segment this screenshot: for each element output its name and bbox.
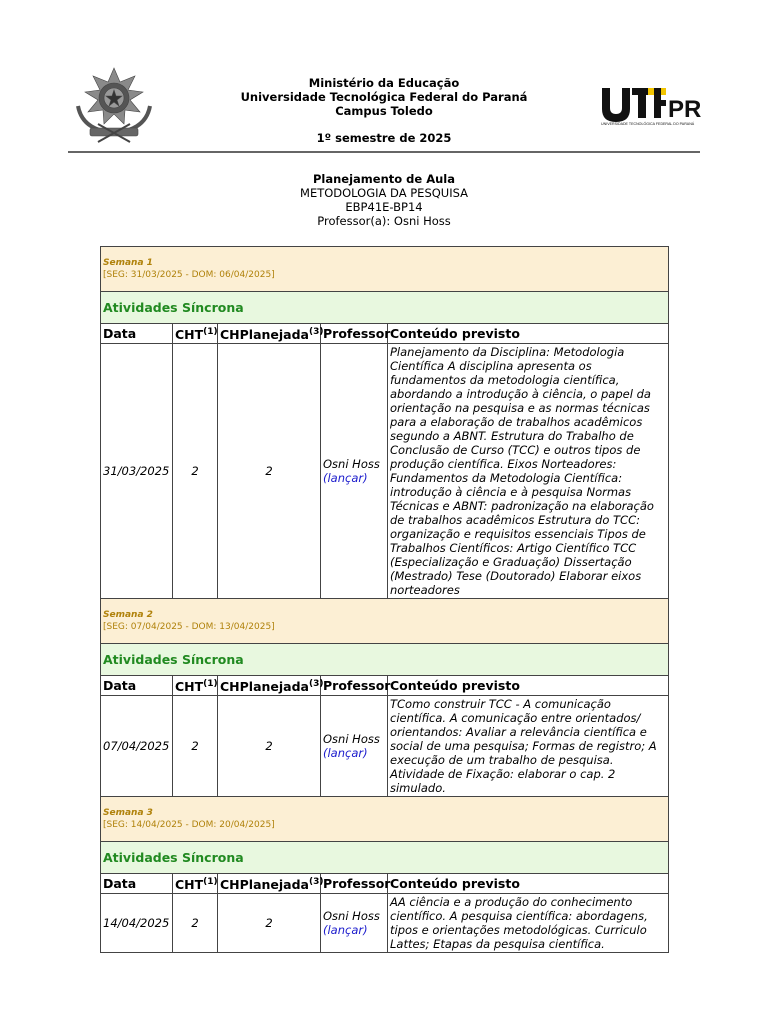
class-date: 31/03/2025 bbox=[101, 344, 173, 599]
course-code: EBP41E-BP14 bbox=[345, 200, 423, 214]
col-cht: CHT$^{(1)}$ bbox=[173, 324, 218, 344]
content-cell: Planejamento da Disciplina: Metodologia Científica A disciplina apresenta os fundamentos da metodologia científica, abordando a introdução à ciência, o papel da orientação na pesquisa e as normas técnicas para a elaboração de trabalhos acadêmicos segundo a ABNT. Estrutura do Trabalho de Conclusão de Curso (TCC) e outros tipos de produção científica. Eixos Norteadores: Fundamentos da Metodologia Científica: introdução à ciência e à pesquisa Normas Técnicas e ABNT: padronização na elaboração de trabalhos acadêmicos Estrutura do TCC: organização e requisitos essenciais Tipos de Trabalhos Científicos: Artigo Científico TCC (Especialização e Graduação) Dissertação (Mestrado) Tese (Doutorado) Elaborar eixos norteadores bbox=[388, 344, 669, 599]
cht-value: 2 bbox=[173, 344, 218, 599]
week-range: [SEG: 31/03/2025 - DOM: 06/04/2025] bbox=[103, 270, 275, 280]
col-data: Data bbox=[101, 874, 173, 894]
activity-type-row bbox=[101, 644, 669, 676]
chplanejada-value: 2 bbox=[218, 894, 321, 953]
activity-type: Atividades Síncrona bbox=[101, 644, 669, 676]
col-professor: Professor bbox=[321, 874, 388, 894]
column-header-row bbox=[101, 874, 669, 894]
lesson-plan-table bbox=[100, 246, 668, 953]
week-header bbox=[101, 247, 669, 292]
lancar-link[interactable]: (lançar) bbox=[323, 471, 368, 486]
semester: 1º semestre de 2025 bbox=[316, 131, 452, 145]
course-name: METODOLOGIA DA PESQUISA bbox=[300, 186, 468, 200]
svg-text:PR: PR bbox=[668, 96, 702, 123]
col-chplanejada: CHPlanejada$^{(3)}$ bbox=[218, 874, 321, 894]
col-cht: CHT$^{(1)}$ bbox=[173, 874, 218, 894]
professor-cell bbox=[321, 344, 388, 599]
professor-line: Professor(a): Osni Hoss bbox=[317, 214, 451, 228]
col-professor: Professor bbox=[321, 324, 388, 344]
plan-title: Planejamento de Aula bbox=[312, 172, 455, 186]
activity-type-row bbox=[101, 292, 669, 324]
col-chplanejada: CHPlanejada$^{(3)}$ bbox=[218, 676, 321, 696]
activity-type-row bbox=[101, 842, 669, 874]
activity-type: Atividades Síncrona bbox=[101, 292, 669, 324]
week-name: Semana 2 bbox=[103, 610, 153, 621]
class-date: 14/04/2025 bbox=[101, 894, 173, 953]
content-cell: AA ciência e a produção do conhecimento científico. A pesquisa científica: abordagens, tipos e orientações metodológicas. Curriculo Lattes; Etapas da pesquisa científica. bbox=[388, 894, 669, 953]
logo-subtitle: UNIVERSIDADE TECNOLÓGICA FEDERAL DO PARANÁ bbox=[601, 122, 695, 126]
ministry-name: Ministério da Educação bbox=[308, 76, 460, 90]
professor-name: Osni Hoss bbox=[323, 909, 380, 924]
week-name: Semana 3 bbox=[103, 808, 153, 819]
campus-name: Campus Toledo bbox=[335, 104, 433, 118]
column-header-row bbox=[101, 676, 669, 696]
cht-value: 2 bbox=[173, 894, 218, 953]
professor-cell bbox=[321, 696, 388, 797]
week-name: Semana 1 bbox=[103, 258, 153, 268]
week-header bbox=[101, 599, 669, 644]
col-professor: Professor bbox=[321, 676, 388, 696]
header-divider bbox=[68, 151, 700, 153]
week-header bbox=[101, 797, 669, 842]
university-name: Universidade Tecnológica Federal do Paraná bbox=[240, 90, 528, 104]
chplanejada-value: 2 bbox=[218, 344, 321, 599]
chplanejada-value: 2 bbox=[218, 696, 321, 797]
column-header-row bbox=[101, 324, 669, 344]
col-data: Data bbox=[101, 676, 173, 696]
lancar-link[interactable]: (lançar) bbox=[323, 923, 368, 938]
col-conteudo: Conteúdo previsto bbox=[388, 324, 669, 344]
col-conteudo: Conteúdo previsto bbox=[388, 676, 669, 696]
professor-name: Osni Hoss bbox=[323, 732, 380, 747]
class-date: 07/04/2025 bbox=[101, 696, 173, 797]
week-range: [SEG: 07/04/2025 - DOM: 13/04/2025] bbox=[103, 622, 275, 633]
professor-cell bbox=[321, 894, 388, 953]
table-row bbox=[101, 696, 669, 797]
table-row bbox=[101, 894, 669, 953]
week-range: [SEG: 14/04/2025 - DOM: 20/04/2025] bbox=[103, 820, 275, 831]
content-cell: TComo construir TCC - A comunicação científica. A comunicação entre orientados/ orientandos: Avaliar a relevância científica e social de uma pesquisa; Formas de registro; A execução de um trabalho de pesquisa. Atividade de Fixação: elaborar o cap. 2 simulado. bbox=[388, 696, 669, 797]
cht-value: 2 bbox=[173, 696, 218, 797]
col-conteudo: Conteúdo previsto bbox=[388, 874, 669, 894]
activity-type: Atividades Síncrona bbox=[101, 842, 669, 874]
table-row bbox=[101, 344, 669, 599]
col-cht: CHT$^{(1)}$ bbox=[173, 676, 218, 696]
col-data: Data bbox=[101, 324, 173, 344]
lancar-link[interactable]: (lançar) bbox=[323, 746, 368, 761]
col-chplanejada: CHPlanejada$^{(3)}$ bbox=[218, 324, 321, 344]
professor-name: Osni Hoss bbox=[323, 457, 380, 472]
